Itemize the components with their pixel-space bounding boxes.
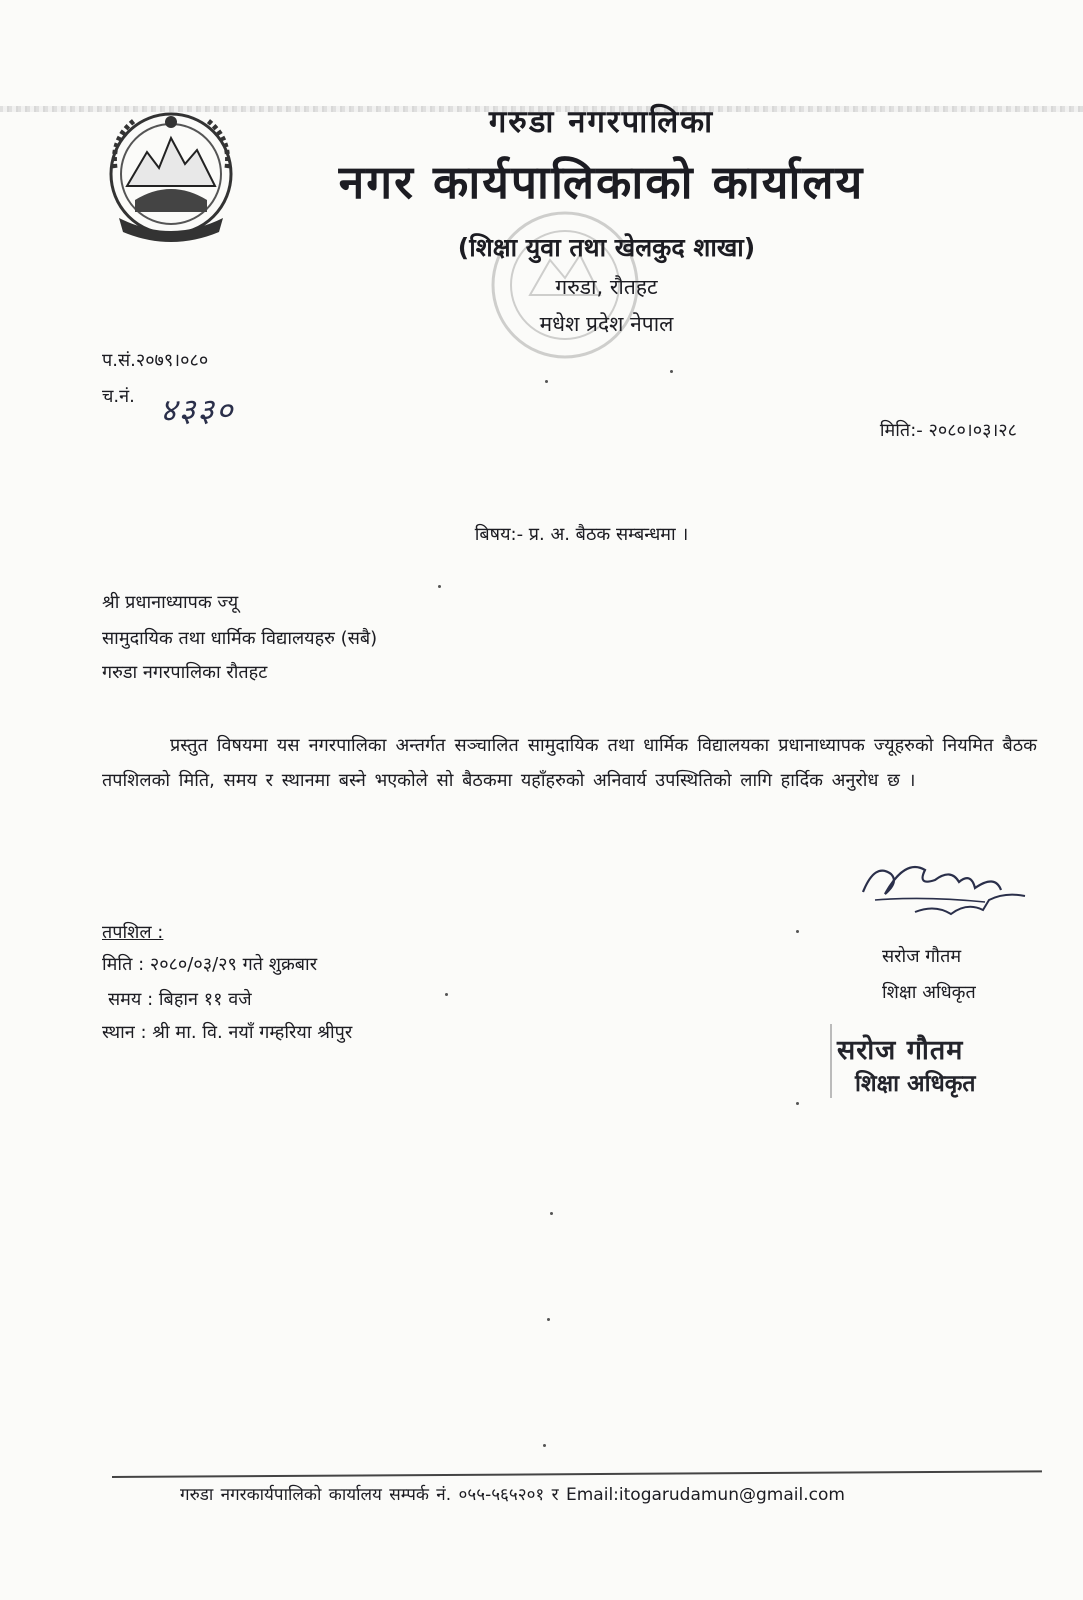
- office-province: मधेश प्रदेश नेपाल: [539, 312, 674, 336]
- letter-body: प्रस्तुत विषयमा यस नगरपालिका अन्तर्गत सञ्चालित सामुदायिक तथा धार्मिक विद्यालयका प्रधानाध्यापक ज्यूहरुको नियमित बैठक तपशिलको मिति, समय र स्थानमा बस्ने भएकोले सो बैठकमा यहाँहरुको अनिवार्य उपस्थितिको लागि हार्दिक अनुरोध छ ।: [102, 735, 1037, 791]
- municipality-name: गरुडा नगरपालिका: [488, 104, 715, 140]
- scan-speck: [550, 1212, 553, 1215]
- signatory-name: सरोज गौतम: [882, 946, 962, 967]
- meeting-date: मिति : २०८०/०३/२९ गते शुक्रबार: [102, 954, 318, 975]
- addressee-line-1: श्री प्रधानाध्यापक ज्यू: [102, 592, 239, 613]
- meeting-place: स्थान : श्री मा. वि. नयाँ गम्हरिया श्रीपुर: [102, 1022, 353, 1043]
- scan-speck: [796, 930, 799, 933]
- scan-speck: [547, 1318, 550, 1321]
- addressee-line-2: सामुदायिक तथा धार्मिक विद्यालयहरु (सबै): [102, 628, 378, 649]
- footer-rule: [112, 1470, 1042, 1478]
- details-heading: तपशिल :: [102, 922, 164, 943]
- signatory-title: शिक्षा अधिकृत: [882, 982, 976, 1003]
- scan-speck: [438, 585, 441, 588]
- scan-speck: [545, 380, 548, 383]
- section-name: (शिक्षा युवा तथा खेलकुद शाखा): [457, 233, 756, 262]
- scan-speck: [670, 370, 673, 373]
- handwritten-signature-icon: [855, 852, 1045, 934]
- stamp-border: [830, 1024, 832, 1098]
- letter-date: मिति:- २०८०।०३।२८: [879, 420, 1017, 441]
- scan-speck: [796, 1102, 799, 1105]
- stamp-title: शिक्षा अधिकृत: [855, 1071, 976, 1097]
- letter-subject: बिषय:- प्र. अ. बैठक सम्बन्धमा ।: [474, 524, 689, 545]
- scan-speck: [543, 1444, 546, 1447]
- dispatch-label: च.नं.: [102, 386, 135, 407]
- office-location: गरुडा, रौतहट: [555, 275, 658, 299]
- reference-number: प.सं.२०७९।०८०: [102, 350, 209, 371]
- dispatch-number: ४३३०: [160, 391, 235, 429]
- scan-speck: [445, 993, 448, 996]
- office-name: नगर कार्यपालिकाको कार्यालय: [338, 155, 865, 209]
- office-seal-watermark: [470, 200, 660, 370]
- meeting-time: समय : बिहान ११ वजे: [108, 989, 252, 1010]
- addressee-line-3: गरुडा नगरपालिका रौतहट: [102, 662, 268, 683]
- footer-contact: गरुडा नगरकार्यपालिको कार्यालय सम्पर्क नं. ०५५-५६५२०१ र Email:itogarudamun@gmail.com: [180, 1485, 845, 1505]
- stamp-name: सरोज गौतम: [837, 1035, 964, 1066]
